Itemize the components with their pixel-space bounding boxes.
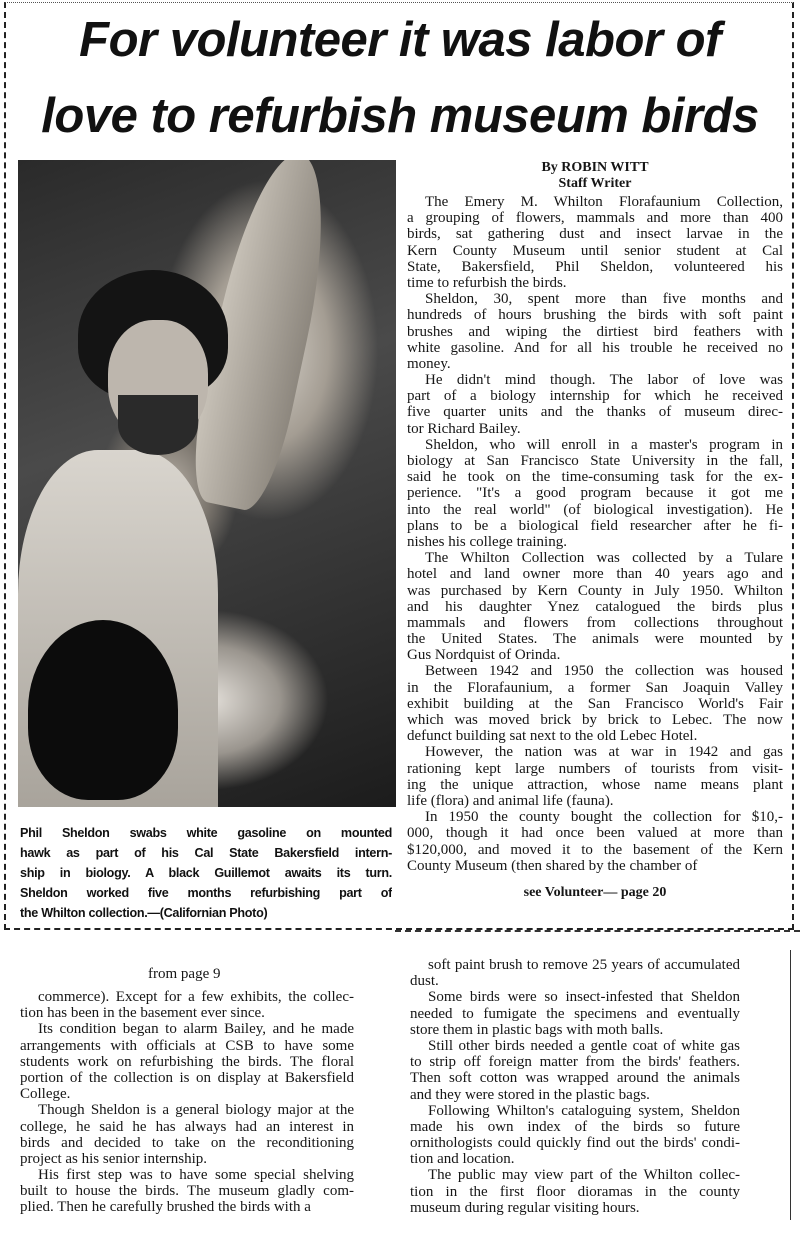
text-line: the United States. The animals were mounted by	[407, 631, 783, 648]
text-line: birds, sat gathering dust and insect larvae in the	[407, 226, 783, 243]
text-line: defunct building sat next to the old Lebec Hotel.	[407, 728, 698, 745]
text-line: The Emery M. Whilton Florafaunium Collection,	[425, 194, 783, 210]
caption-line: Sheldon worked five months refurbishing part of	[20, 886, 392, 900]
text-line: said he took on the time-consuming task for the ex-	[407, 469, 783, 486]
caption-line: ship in biology. A black Guillemot awaits its turn.	[20, 866, 392, 880]
text-line: and his daughter Ynez catalogued the birds plus	[407, 598, 783, 615]
text-line: Sheldon, who will enroll in a master's program in	[425, 436, 783, 453]
text-line: rationing kept large numbers of tourists from visit-	[407, 760, 783, 777]
text-line: He didn't mind though. The labor of love was	[425, 372, 783, 389]
text-line: The public may view part of the Whilton collec-	[428, 1167, 740, 1184]
text-line: a grouping of flowers, mammals and more than 400	[407, 210, 783, 227]
text-line: tion has been in the basement ever since.	[20, 1005, 265, 1022]
text-line: store them in plastic bags with moth balls.	[410, 1021, 664, 1038]
byline-author: By ROBIN WITT	[541, 160, 649, 175]
guillemot-shape	[28, 620, 178, 800]
text-line: nishes his college training.	[407, 533, 567, 550]
jump-reference: see Volunteer— page 20	[523, 885, 667, 900]
text-line: County Museum (then shared by the chamber of	[407, 857, 698, 874]
caption-line: hawk as part of his Cal State Bakersfield intern-	[20, 846, 392, 860]
text-line: made his own index of the birds so future	[410, 1118, 740, 1135]
text-line: Following Whilton's cataloguing system, Sheldon	[428, 1102, 740, 1119]
text-line: portion of the collection is on display at Bakersfield	[20, 1069, 354, 1086]
text-line: time to refurbish the birds.	[407, 274, 567, 291]
text-line: ing the unique attraction, whose name means plant	[407, 776, 783, 793]
text-line: mammals and flowers from collections throughout	[407, 614, 783, 631]
text-line: $120,000, and moved it to the basement of the Kern	[407, 841, 783, 858]
text-line: part of a biology internship for which he received	[407, 388, 783, 405]
text-line: white gasoline. And for all his trouble he received no	[407, 339, 783, 356]
text-line: perience. "It's a good program because it got me	[407, 485, 783, 502]
text-line: hotel and land owner more than 40 years ago and	[407, 566, 783, 583]
text-line: arrangements with officials at CSB to have some	[20, 1037, 354, 1054]
text-line: biology at San Francisco State University in the fall,	[407, 453, 783, 469]
text-line: In 1950 the county bought the collection for $10,-	[425, 809, 783, 826]
text-line: Still other birds needed a gentle coat of white gas	[428, 1037, 740, 1054]
headline-line-1: For volunteer it was labor of	[79, 13, 721, 67]
text-line: tion in the first floor dioramas in the county	[410, 1183, 740, 1200]
text-line: commerce). Except for a few exhibits, the collec-	[38, 989, 354, 1005]
column-rule	[790, 950, 791, 1220]
article-column-1	[407, 194, 783, 874]
text-line: Though Sheldon is a general biology major at the	[38, 1102, 354, 1119]
section-divider	[395, 930, 800, 932]
text-line: which was moved brick by brick to Lebec. The now	[407, 712, 783, 728]
text-line: college, he said he has always had an interest in	[20, 1118, 354, 1135]
text-line: His first step was to have some special shelving	[38, 1167, 354, 1184]
text-line: Kern County Museum until senior student at Cal	[407, 242, 783, 259]
text-line: hundreds of hours brushing the birds with soft paint	[407, 307, 783, 324]
text-line: Sheldon, 30, spent more than five months and	[425, 291, 783, 308]
continued-from-label: from page 9	[148, 966, 221, 982]
text-line: life (flora) and animal life (fauna).	[407, 792, 614, 809]
text-line: Some birds were so insect-infested that Sheldon	[428, 989, 740, 1006]
text-line: The Whilton Collection was collected by a Tulare	[425, 550, 783, 567]
text-line: in the Florafaunium, a former San Joaquin Valley	[407, 679, 783, 696]
text-line: exhibit building at the San Francisco World's Fair	[407, 695, 783, 712]
headline-line-2: love to refurbish museum birds	[41, 89, 759, 143]
text-line: and they were stored in the plastic bags.	[410, 1086, 650, 1103]
text-line: 000, though it had once been valued at more than	[407, 825, 783, 842]
article-column-3	[410, 957, 740, 1216]
text-line: to strip off foreign matter from the birds' feathers.	[410, 1054, 740, 1071]
text-line: five quarter units and the thanks of museum direc-	[407, 404, 783, 421]
text-line: Gus Nordquist of Orinda.	[407, 647, 561, 664]
text-line: money.	[407, 355, 451, 372]
person-beard-shape	[118, 395, 198, 455]
article-column-2	[20, 989, 354, 1216]
text-line: plied. Then he carefully brushed the birds with a	[20, 1199, 311, 1216]
news-photo	[18, 160, 396, 807]
text-line: soft paint brush to remove 25 years of accumulated	[428, 957, 740, 973]
text-line: tion and location.	[410, 1151, 515, 1168]
text-line: Then soft cotton was wrapped around the animals	[410, 1070, 740, 1087]
text-line: into the real world" (of biological investigation). He	[407, 501, 783, 518]
text-line: students work on refurbishing the birds. The floral	[20, 1053, 354, 1070]
text-line: museum during regular visiting hours.	[410, 1199, 640, 1216]
text-line: State, Bakersfield, Phil Sheldon, volunteered his	[407, 258, 783, 275]
text-line: dust.	[410, 973, 439, 990]
text-line: Between 1942 and 1950 the collection was housed	[425, 663, 783, 680]
text-line: tor Richard Bailey.	[407, 420, 521, 437]
byline-role: Staff Writer	[558, 176, 632, 191]
text-line: needed to fumigate the specimens and eventually	[410, 1005, 740, 1022]
caption-line: the Whilton collection.—(Californian Photo)	[20, 906, 268, 920]
text-line: ornithologists could quickly find out the birds' condi-	[410, 1135, 740, 1152]
text-line: plans to be a biological field researcher after he fi-	[407, 517, 783, 534]
text-line: However, the nation was at war in 1942 and gas	[425, 744, 783, 761]
text-line: built to house the birds. The museum gladly com-	[20, 1183, 354, 1200]
text-line: project as his senior internship.	[20, 1150, 208, 1167]
text-line: College.	[20, 1086, 71, 1103]
text-line: was purchased by Kern County in July 1950. Whilton	[407, 582, 783, 599]
text-line: Its condition began to alarm Bailey, and he made	[38, 1021, 354, 1038]
photo-caption	[20, 823, 392, 923]
text-line: birds and decided to take on the reconditioning	[20, 1134, 354, 1151]
caption-line: Phil Sheldon swabs white gasoline on mounted	[20, 826, 392, 840]
text-line: brushes and wiping the dirtiest bird feathers with	[407, 323, 783, 340]
